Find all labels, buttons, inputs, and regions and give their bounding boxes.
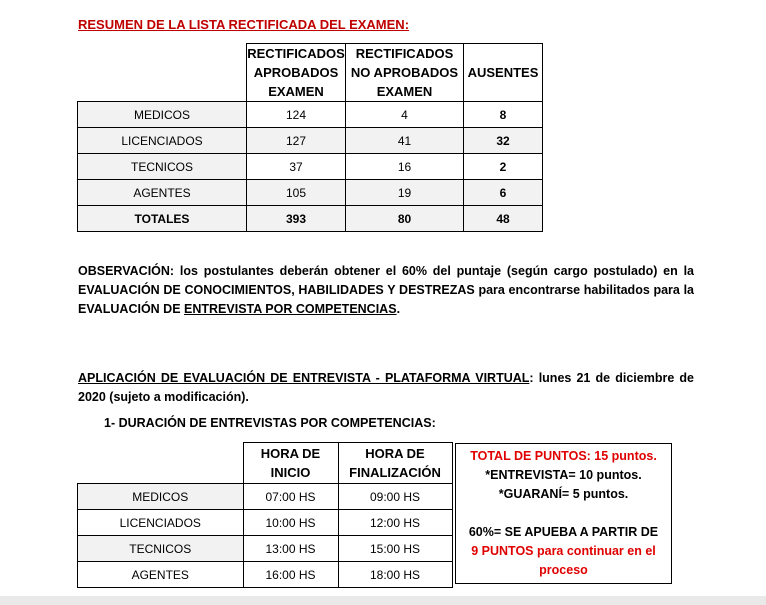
totals-row xyxy=(78,206,543,232)
row-label: MEDICOS xyxy=(78,484,244,510)
empty-header-cell xyxy=(78,443,244,484)
application-underlined: APLICACIÓN DE EVALUACIÓN DE ENTREVISTA - PLATAFORMA VIRTUAL xyxy=(78,371,530,385)
row-label: TOTALES xyxy=(78,206,247,232)
observation-end: . xyxy=(396,302,401,316)
header-aprobados: RECTIFICADOS APROBADOS EXAMEN xyxy=(247,44,346,102)
table-row xyxy=(78,484,453,510)
header-fin: HORA DE FINALIZACIÓN xyxy=(338,443,452,484)
header-inicio: HORA DE INICIO xyxy=(243,443,338,484)
bottom-scrollbar[interactable] xyxy=(0,596,766,605)
points-rule-red: 9 PUNTOS para continuar en el proceso xyxy=(471,544,656,577)
cell-no-aprobados: 41 xyxy=(346,128,464,154)
cell-aprobados: 37 xyxy=(247,154,346,180)
row-label: TECNICOS xyxy=(78,536,244,562)
summary-header-row xyxy=(78,44,543,102)
observation-underlined: ENTREVISTA POR COMPETENCIAS xyxy=(184,302,397,316)
table-row xyxy=(78,180,543,206)
duration-heading: 1- DURACIÓN DE ENTREVISTAS POR COMPETENCIAS: xyxy=(104,416,436,430)
cell-fin: 09:00 HS xyxy=(338,484,452,510)
cell-aprobados: 105 xyxy=(247,180,346,206)
row-label: AGENTES xyxy=(78,180,247,206)
points-entrevista: *ENTREVISTA= 10 puntos. xyxy=(485,468,642,482)
points-total: TOTAL DE PUNTOS: 15 puntos. xyxy=(470,449,657,463)
table-row xyxy=(78,536,453,562)
table-row xyxy=(78,102,543,128)
empty-header-cell xyxy=(78,44,247,102)
cell-inicio: 07:00 HS xyxy=(243,484,338,510)
table-row xyxy=(78,154,543,180)
cell-fin: 18:00 HS xyxy=(338,562,452,588)
cell-fin: 12:00 HS xyxy=(338,510,452,536)
table-row xyxy=(78,562,453,588)
row-label: TECNICOS xyxy=(78,154,247,180)
points-guarani: *GUARANÍ= 5 puntos. xyxy=(498,487,629,501)
cell-no-aprobados: 16 xyxy=(346,154,464,180)
points-rule xyxy=(456,523,671,580)
cell-ausentes: 48 xyxy=(464,206,543,232)
points-rule-black: 60%= SE APUEBA A PARTIR DE xyxy=(468,525,659,539)
summary-table xyxy=(77,43,543,232)
schedule-table xyxy=(77,442,453,588)
schedule-header-row xyxy=(78,443,453,484)
row-label: LICENCIADOS xyxy=(78,128,247,154)
cell-inicio: 13:00 HS xyxy=(243,536,338,562)
observation-text: OBSERVACIÓN: los postulantes deberán obtener el 60% del puntaje (según cargo postulado) en la EVALUACIÓN DE CONOCIMIENTOS, HABILIDADES Y DESTREZAS para encontrarse habilitados para la EVALUACIÓN DE xyxy=(78,264,694,316)
cell-no-aprobados: 19 xyxy=(346,180,464,206)
cell-aprobados: 127 xyxy=(247,128,346,154)
application-paragraph xyxy=(78,369,694,407)
header-no-aprobados: RECTIFICADOS NO APROBADOS EXAMEN xyxy=(346,44,464,102)
cell-aprobados: 393 xyxy=(247,206,346,232)
table-row xyxy=(78,128,543,154)
summary-title: RESUMEN DE LA LISTA RECTIFICADA DEL EXAMEN: xyxy=(78,17,410,32)
points-spacer xyxy=(456,504,671,523)
cell-ausentes: 32 xyxy=(464,128,543,154)
cell-ausentes: 8 xyxy=(464,102,543,128)
table-row xyxy=(78,510,453,536)
cell-ausentes: 6 xyxy=(464,180,543,206)
cell-fin: 15:00 HS xyxy=(338,536,452,562)
header-ausentes: AUSENTES xyxy=(464,44,543,102)
cell-no-aprobados: 80 xyxy=(346,206,464,232)
cell-inicio: 16:00 HS xyxy=(243,562,338,588)
row-label: AGENTES xyxy=(78,562,244,588)
cell-aprobados: 124 xyxy=(247,102,346,128)
cell-ausentes: 2 xyxy=(464,154,543,180)
observation-paragraph xyxy=(78,262,694,319)
points-box xyxy=(455,443,672,584)
row-label: MEDICOS xyxy=(78,102,247,128)
cell-inicio: 10:00 HS xyxy=(243,510,338,536)
cell-no-aprobados: 4 xyxy=(346,102,464,128)
application-text: : lunes 21 de diciembre de 2020 (sujeto a modificación). xyxy=(78,371,694,404)
row-label: LICENCIADOS xyxy=(78,510,244,536)
